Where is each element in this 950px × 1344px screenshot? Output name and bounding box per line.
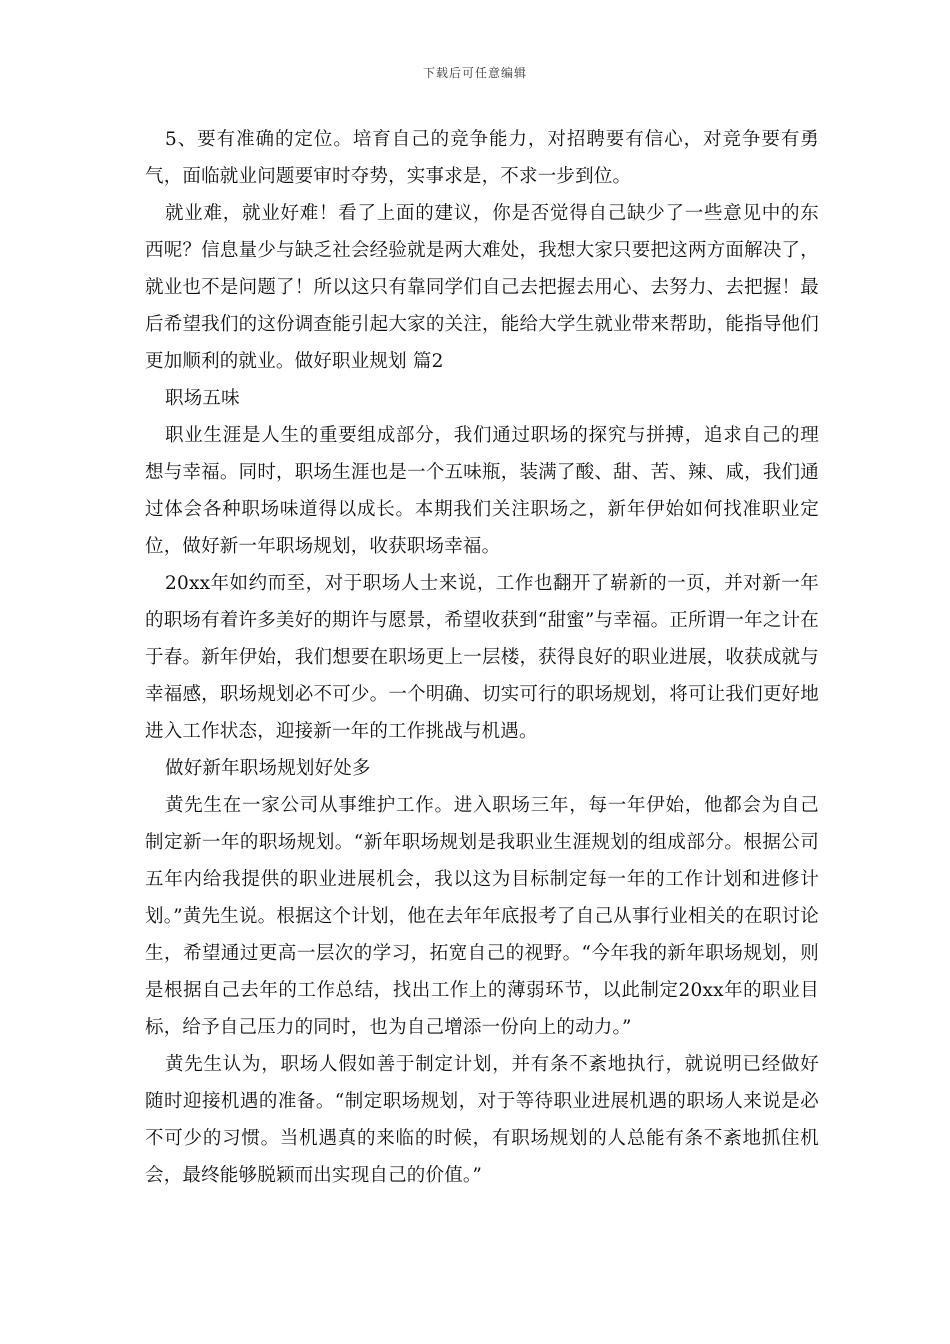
paragraph-new-year: 20xx年如约而至，对于职场人士来说，工作也翻开了崭新的一页，并对新一年的职场有着许多美好的期许与愿景，希望收获到“甜蜜”与幸福。正所谓一年之计在于春。新年伊始，我们想要在职场更上一层楼，获得良好的职业进展，收获成就与幸福感，职场规划必不可少。一个明确、切实可行的职场规划，将可让我们更好地进入工作状态，迎接新一年的工作挑战与机遇。 (145, 573, 819, 742)
section-heading-benefits: 做好新年职场规划好处多 (165, 758, 371, 779)
paragraph-mr-huang-plan: 黄先生在一家公司从事维护工作。进入职场三年，每一年伊始，他都会为自己制定新一年的职场规划。“新年职场规划是我职业生涯规划的组成部分。根据公司五年内给我提供的职业进展机会，我以这为目标制定每一年的工作计划和进修计划。”黄先生说。根据这个计划，他在去年年底报考了自己从事行业相关的在职讨论生，希望通过更高一层次的学习，拓宽自己的视野。“今年我的新年职场规划，则是根据自己去年的工作总结，找出工作上的薄弱环节，以此制定20xx年的职业目标，给予自己压力的同时，也为自己增添一份向上的动力。” (145, 795, 819, 1038)
paragraph-mr-huang-opinion: 黄先生认为，职场人假如善于制定计划，并有条不紊地执行，就说明已经做好随时迎接机遇的准备。“制定职场规划，对于等待职业进展机遇的职场人来说是必不可少的习惯。当机遇真的来临的时候，有职场规划的人总能有条不紊地抓住机会，最终能够脱颖而出实现自己的价值。” (145, 1054, 819, 1186)
paragraph-career-life: 职业生涯是人生的重要组成部分，我们通过职场的探究与拼搏，追求自己的理想与幸福。同时，职场生涯也是一个五味瓶，装满了酸、甜、苦、辣、咸，我们通过体会各种职场味道得以成长。本期我们关注职场之，新年伊始如何找准职业定位，做好新一年职场规划，收获职场幸福。 (145, 425, 819, 557)
document-body (145, 121, 819, 1194)
paragraph-positioning-tip: 5、要有准确的定位。培育自己的竞争能力，对招聘要有信心，对竞争要有勇气，面临就业问题要审时夺势，实事求是，不求一步到位。 (145, 129, 819, 187)
paragraph-employment-summary: 就业难，就业好难！看了上面的建议，你是否觉得自己缺少了一些意见中的东西呢？信息量少与缺乏社会经验就是两大难处，我想大家只要把这两方面解决了，就业也不是问题了！所以这只有靠同学们自己去把握去用心、去努力、去把握！最后希望我们的这份调查能引起大家的关注，能给大学生就业带来帮助，能指导他们更加顺利的就业。做好职业规划 篇2 (145, 203, 819, 372)
page-header: 下载后可任意编辑 (422, 66, 527, 80)
section-heading-five-flavors: 职场五味 (165, 388, 240, 409)
